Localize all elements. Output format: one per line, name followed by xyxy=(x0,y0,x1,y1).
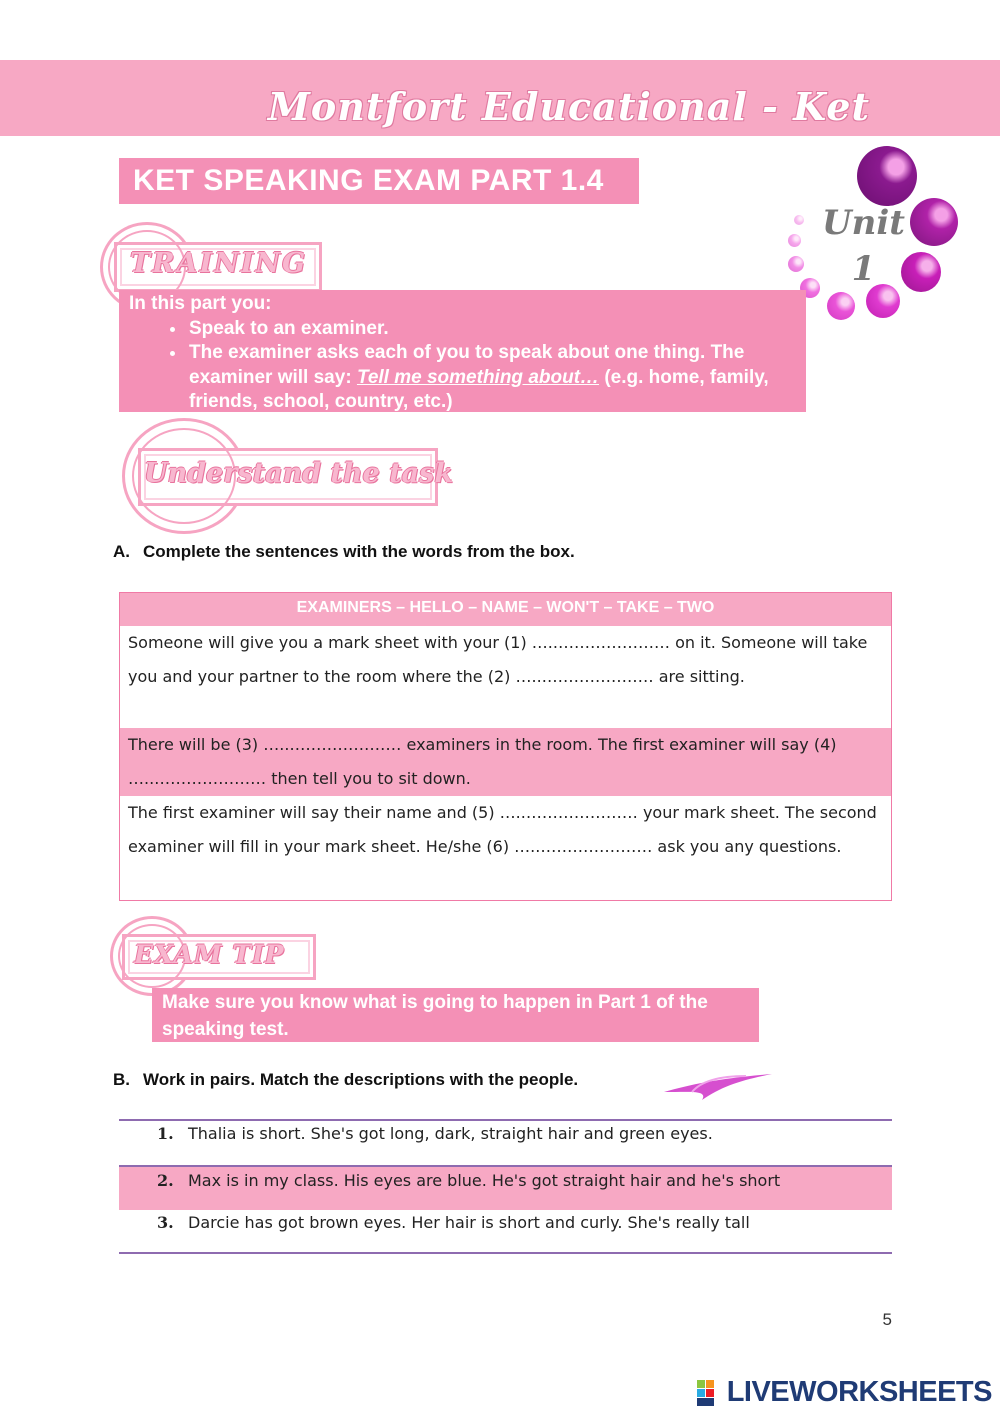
exam-tip-badge xyxy=(110,916,316,996)
page-number: 5 xyxy=(882,1310,892,1329)
training-bullet-text: Speak to an examiner. xyxy=(189,317,389,339)
description-item xyxy=(119,1120,892,1166)
description-text: Darcie has got brown eyes. Her hair is short and curly. She's really tall xyxy=(188,1213,750,1232)
unit-label xyxy=(822,192,905,300)
exam-tip-box: Make sure you know what is going to happen in Part 1 of the speaking test. xyxy=(152,988,759,1042)
exercise-b-instruction xyxy=(113,1070,578,1090)
training-examples: (e.g. home, family, friends, school, country, etc.) xyxy=(189,366,769,412)
description-item xyxy=(119,1167,892,1210)
description-text: Thalia is short. She's got long, dark, straight hair and green eyes. xyxy=(188,1124,713,1143)
logo-bubble xyxy=(788,234,801,247)
watermark[interactable]: LIVEWORKSHEETS xyxy=(726,1376,992,1408)
gap-paragraph: The first examiner will say their name and (5) …..………………… your mark sheet. The second examiner will fill in your mark sheet. He/she (6) …..………………… ask you any questions. xyxy=(128,803,877,856)
understand-badge xyxy=(122,418,454,536)
logo-bubble xyxy=(788,256,804,272)
exercise-b-letter: B. xyxy=(113,1070,130,1089)
header-title: Montfort Educational - Ket xyxy=(267,84,870,129)
training-box xyxy=(119,290,806,412)
training-badge-label: TRAINING xyxy=(130,248,308,279)
description-number: 2. xyxy=(157,1171,174,1190)
training-bullet xyxy=(187,317,796,342)
page-title: KET SPEAKING EXAM PART 1.4 xyxy=(119,158,639,204)
exercise-a-letter: A. xyxy=(113,542,130,561)
divider xyxy=(119,1252,892,1254)
unit-number: 1 xyxy=(851,249,876,289)
gap-fill-table xyxy=(119,592,892,901)
exercise-a-text: Complete the sentences with the words from the box. xyxy=(143,542,575,561)
training-intro: In this part you: xyxy=(129,293,272,314)
gap-paragraph: Someone will give you a mark sheet with your (1) …..………………… on it. Someone will take you and your partner to the room where the (2) …..………………… are sitting. xyxy=(128,633,868,686)
training-prompt: Tell me something about… xyxy=(356,366,600,388)
exercise-b-text: Work in pairs. Match the descriptions with the people. xyxy=(143,1070,579,1089)
logo-bubble xyxy=(901,252,941,292)
exercise-a-instruction xyxy=(113,542,575,562)
logo-bubble xyxy=(910,198,958,246)
swoosh-decoration xyxy=(662,1070,774,1104)
description-number: 1. xyxy=(157,1124,174,1143)
unit-word: Unit xyxy=(822,203,905,243)
word-box: EXAMINERS – HELLO – NAME – WON'T – TAKE – TWO xyxy=(120,593,891,626)
gap-paragraph: There will be (3) …..………………… examiners in the room. The first examiner will say (4) …..………………… then tell you to sit down. xyxy=(120,728,891,796)
description-item xyxy=(119,1210,892,1252)
training-bullet xyxy=(187,341,796,415)
logo-bubble xyxy=(794,215,804,225)
understand-badge-label: Understand the task xyxy=(144,458,454,489)
description-text: Max is in my class. His eyes are blue. He's got straight hair and he's short xyxy=(188,1171,781,1190)
description-number: 3. xyxy=(157,1213,174,1232)
liveworksheets-logo-icon xyxy=(697,1380,723,1406)
exam-tip-badge-label: EXAM TIP xyxy=(134,940,285,969)
training-bullet-text: The examiner asks each of you to speak about one thing. The examiner will say: xyxy=(189,342,745,388)
training-list xyxy=(129,317,796,415)
